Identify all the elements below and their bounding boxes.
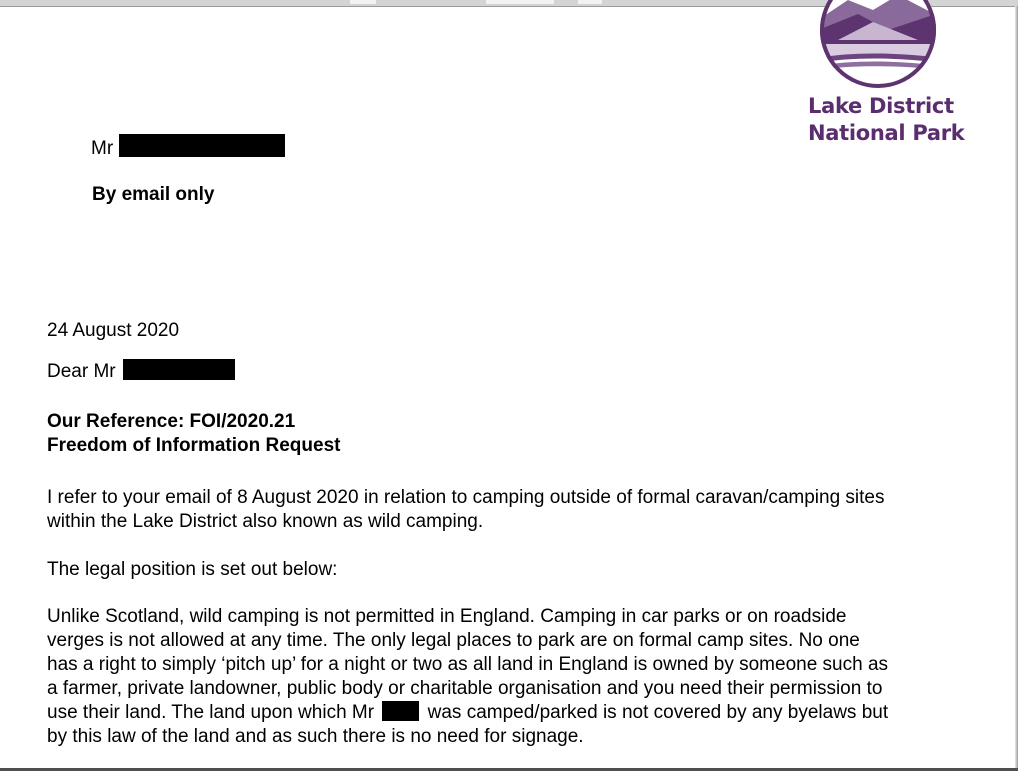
body-paragraph-1 <box>47 486 977 534</box>
body-paragraph-3 <box>47 605 977 749</box>
paragraph-line <box>47 701 977 725</box>
paragraph-fragment: use their land. The land upon which Mr <box>47 702 375 723</box>
inline-name-redaction <box>382 701 419 721</box>
delivery-method: By email only <box>92 184 215 205</box>
paragraph-line: The legal position is set out below: <box>47 559 338 580</box>
recipient-name-redaction <box>119 134 285 157</box>
paragraph-line: within the Lake District also known as wild camping. <box>47 511 484 532</box>
greeting-text: Dear Mr <box>47 361 116 382</box>
paragraph-line: Unlike Scotland, wild camping is not permitted in England. Camping in car parks or on roadside <box>47 606 847 627</box>
logo-line-2: National Park <box>808 121 965 145</box>
our-reference: Our Reference: FOI/2020.21 <box>47 411 296 432</box>
body-paragraph-2 <box>47 558 977 582</box>
paragraph-line: a farmer, private landowner, public body or charitable organisation and you need their permission to <box>47 678 883 699</box>
logo-line-1: Lake District <box>808 94 954 118</box>
greeting-line <box>47 359 235 384</box>
paragraph-fragment: was camped/parked is not covered by any byelaws but <box>427 702 889 723</box>
mountain-emblem-icon <box>818 0 942 92</box>
logo-wordmark <box>808 93 964 147</box>
paragraph-line: I refer to your email of 8 August 2020 in relation to camping outside of formal caravan/camping sites <box>47 487 885 508</box>
request-subject: Freedom of Information Request <box>47 435 341 456</box>
recipient-title: Mr <box>91 138 114 159</box>
letter-date: 24 August 2020 <box>47 320 180 341</box>
paragraph-line: by this law of the land and as such there is no need for signage. <box>47 726 584 747</box>
lake-district-logo <box>806 0 976 150</box>
greeting-name-redaction <box>123 359 235 380</box>
paragraph-line: verges is not allowed at any time. The only legal places to park are on formal camp sites. No one <box>47 630 860 651</box>
paragraph-line: has a right to simply ‘pitch up’ for a night or two as all land in England is owned by someone such as <box>47 654 889 675</box>
recipient-name-line <box>91 134 285 161</box>
